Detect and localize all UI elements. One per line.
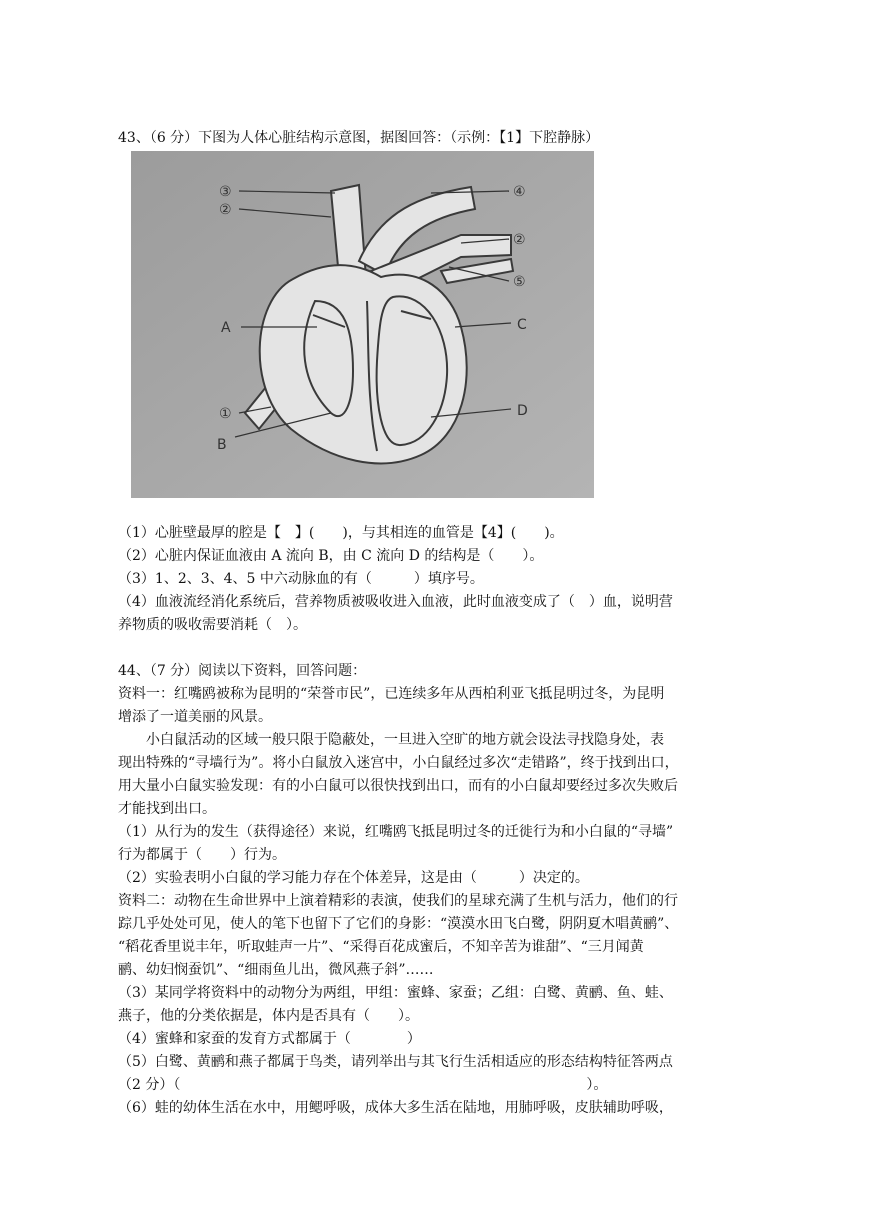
q44-sub5-line2: （2 分）（ ）。 (118, 1077, 608, 1093)
label-B: B (217, 437, 227, 453)
q44-title: 44、（7 分）阅读以下资料，回答问题： (118, 663, 367, 679)
label-2-left: ② (219, 202, 232, 218)
label-2-right: ② (513, 232, 526, 248)
paragraph2-line3: 用大量小白鼠实验发现：有的小白鼠可以很快找到出口，而有的小白鼠却要经过多次失败后 (118, 778, 678, 794)
label-A: A (221, 320, 231, 336)
q44-sub3-line2: 燕子，他的分类依据是，体内是否具有（ ）。 (118, 1008, 419, 1024)
q43-sub4-line2: 养物质的吸收需要消耗（ ）。 (118, 617, 307, 633)
material1-line1: 资料一：红嘴鸥被称为昆明的“荣誉市民”，已连续多年从西柏利亚飞抵昆明过冬，为昆明 (118, 686, 665, 702)
q43-sub2: （2）心脏内保证血液由 A 流向 B，由 C 流向 D 的结构是（ ）。 (118, 548, 544, 564)
q44-sub5-line1: （5）白鹭、黄鹂和燕子都属于鸟类，请列举出与其飞行生活相适应的形态结构特征答两点 (118, 1054, 673, 1070)
paragraph2-line2: 现出特殊的“寻墙行为”。将小白鼠放入迷宫中，小白鼠经过多次“走错路”，终于找到出口， (118, 755, 679, 771)
material2-line1: 资料二：动物在生命世界中上演着精彩的表演，使我们的星球充满了生机与活力，他们的行 (118, 893, 678, 909)
label-C: C (517, 317, 527, 333)
material2-line2: 踪几乎处处可见，使人的笔下也留下了它们的身影：“漠漠水田飞白鹭，阴阴夏木唱黄鹂”、 (118, 916, 679, 932)
q43-sub1: （1）心脏壁最厚的腔是【 】( )，与其相连的血管是【4】( )。 (118, 525, 564, 541)
label-3: ③ (219, 184, 232, 200)
label-D: D (517, 403, 528, 419)
label-4: ④ (513, 184, 526, 200)
q44-sub4: （4）蜜蜂和家蚕的发育方式都属于（ ） (118, 1031, 421, 1047)
paragraph2-line1: 小白鼠活动的区域一般只限于隐蔽处，一旦进入空旷的地方就会设法寻找隐身处，表 (146, 732, 664, 748)
q44-sub2: （2）实验表明小白鼠的学习能力存在个体差异，这是由（ ）决定的。 (118, 870, 589, 886)
q43-sub4-line1: （4）血液流经消化系统后，营养物质被吸收进入血液，此时血液变成了（ ）血，说明营 (118, 594, 673, 610)
paragraph2-line4: 才能找到出口。 (118, 801, 216, 817)
label-1: ① (219, 406, 232, 422)
material1-line2: 增添了一道美丽的风景。 (118, 709, 272, 725)
heart-diagram (131, 151, 594, 498)
material2-line3: “稻花香里说丰年，听取蛙声一片”、“采得百花成蜜后，不知辛苦为谁甜”、“三月闻黄 (118, 939, 644, 955)
q43-title: 43、（6 分）下图为人体心脏结构示意图，据图回答：（示例：【1】下腔静脉） (118, 130, 600, 146)
label-5: ⑤ (513, 274, 526, 290)
q44-sub6: （6）蛙的幼体生活在水中，用鳃呼吸，成体大多生活在陆地，用肺呼吸，皮肤辅助呼吸， (118, 1100, 673, 1116)
q44-sub1-line1: （1）从行为的发生（获得途径）来说，红嘴鸥飞抵昆明过冬的迁徙行为和小白鼠的“寻墙” (118, 824, 674, 840)
material2-line4: 鹂、幼妇悯蚕饥”、“细雨鱼儿出，微风燕子斜”…… (118, 962, 434, 978)
q44-sub1-line2: 行为都属于（ ）行为。 (118, 847, 286, 863)
q44-sub3-line1: （3）某同学将资料中的动物分为两组，甲组：蜜蜂、家蚕；乙组：白鹭、黄鹂、鱼、蛙、 (118, 985, 673, 1001)
q43-sub3: （3）1、2、3、4、5 中六动脉血的有（ ）填序号。 (118, 571, 484, 587)
